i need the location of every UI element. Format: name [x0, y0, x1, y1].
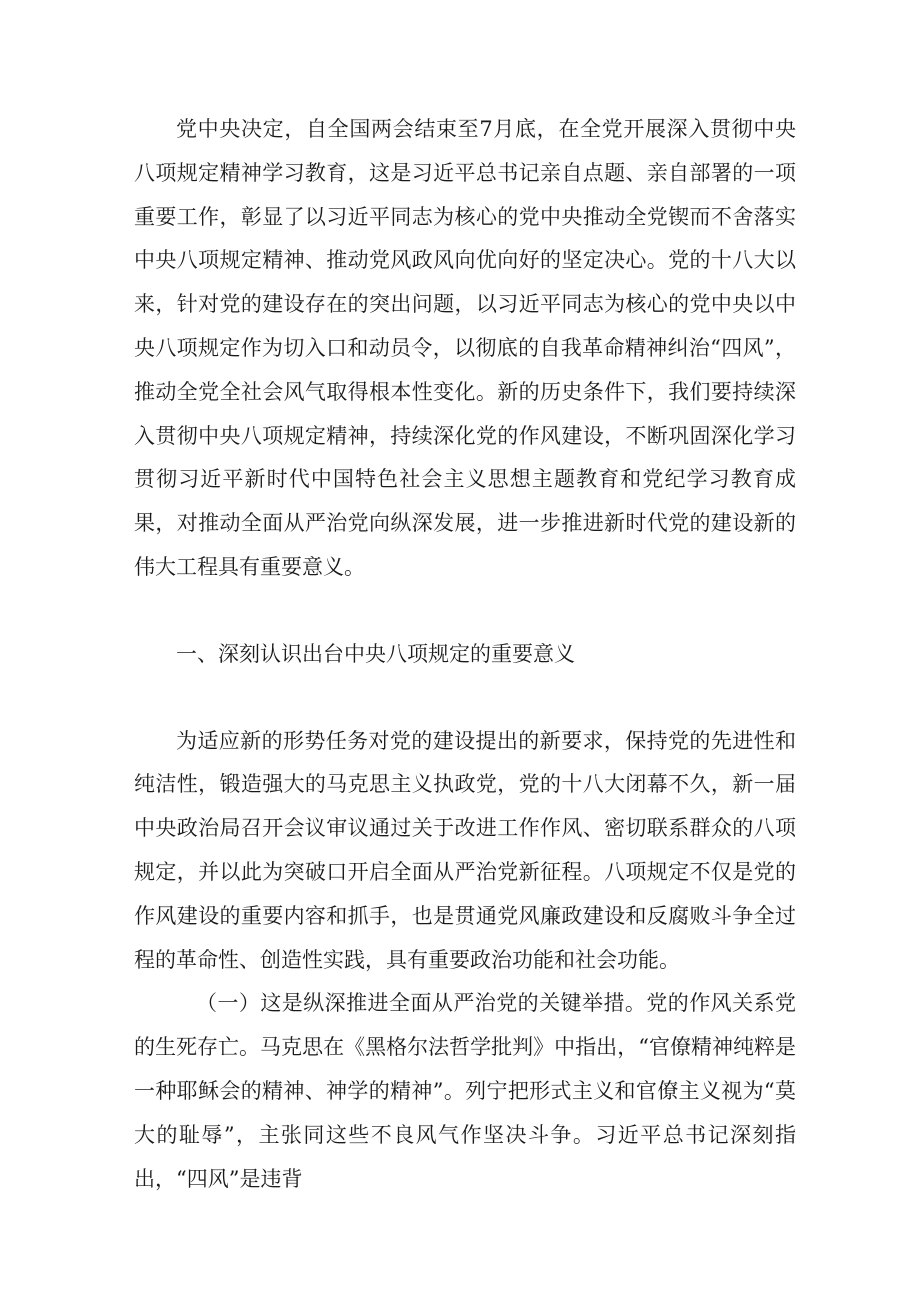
subsection-paragraph: （一）这是纵深推进全面从严治党的关键举措。党的作风关系党的生死存亡。马克思在《黑格尔法哲学批判》中指出，“官僚精神纯粹是一种耶稣会的精神、神学的精神”。列宁把形式主义和官僚主义视为“莫大的耻辱”，主张同这些不良风气作坚决斗争。习近平总书记深刻指出，“四风”是违背: [134, 991, 796, 1191]
section-heading: 一、深刻认识出台中央八项规定的重要意义: [176, 641, 575, 666]
intro-paragraph: 党中央决定，自全国两会结束至7月底，在全党开展深入贯彻中央八项规定精神学习教育，这是习近平总书记亲自点题、亲自部署的一项重要工作，彰显了以习近平同志为核心的党中央推动全党锲而不舍落实中央八项规定精神、推动党风政风向优向好的坚定决心。党的十八大以来，针对党的建设存在的突出问题，以习近平同志为核心的党中央以中央八项规定作为切入口和动员令，以彻底的自我革命精神纠治“四风”，推动全党全社会风气取得根本性变化。新的历史条件下，我们要持续深入贯彻中央八项规定精神，持续深化党的作风建设，不断巩固深化学习贯彻习近平新时代中国特色社会主义思想主题教育和党纪学习教育成果，对推动全面从严治党向纵深发展，进一步推进新时代党的建设新的伟大工程具有重要意义。: [134, 117, 796, 579]
section-paragraph: 为适应新的形势任务对党的建设提出的新要求，保持党的先进性和纯洁性，锻造强大的马克思主义执政党，党的十八大闭幕不久，新一届中央政治局召开会议审议通过关于改进工作作风、密切联系群众的八项规定，并以此为突破口开启全面从严治党新征程。八项规定不仅是党的作风建设的重要内容和抓手，也是贯通党风廉政建设和反腐败斗争全过程的革命性、创造性实践，具有重要政治功能和社会功能。: [134, 728, 796, 972]
document-body: [134, 108, 796, 1201]
